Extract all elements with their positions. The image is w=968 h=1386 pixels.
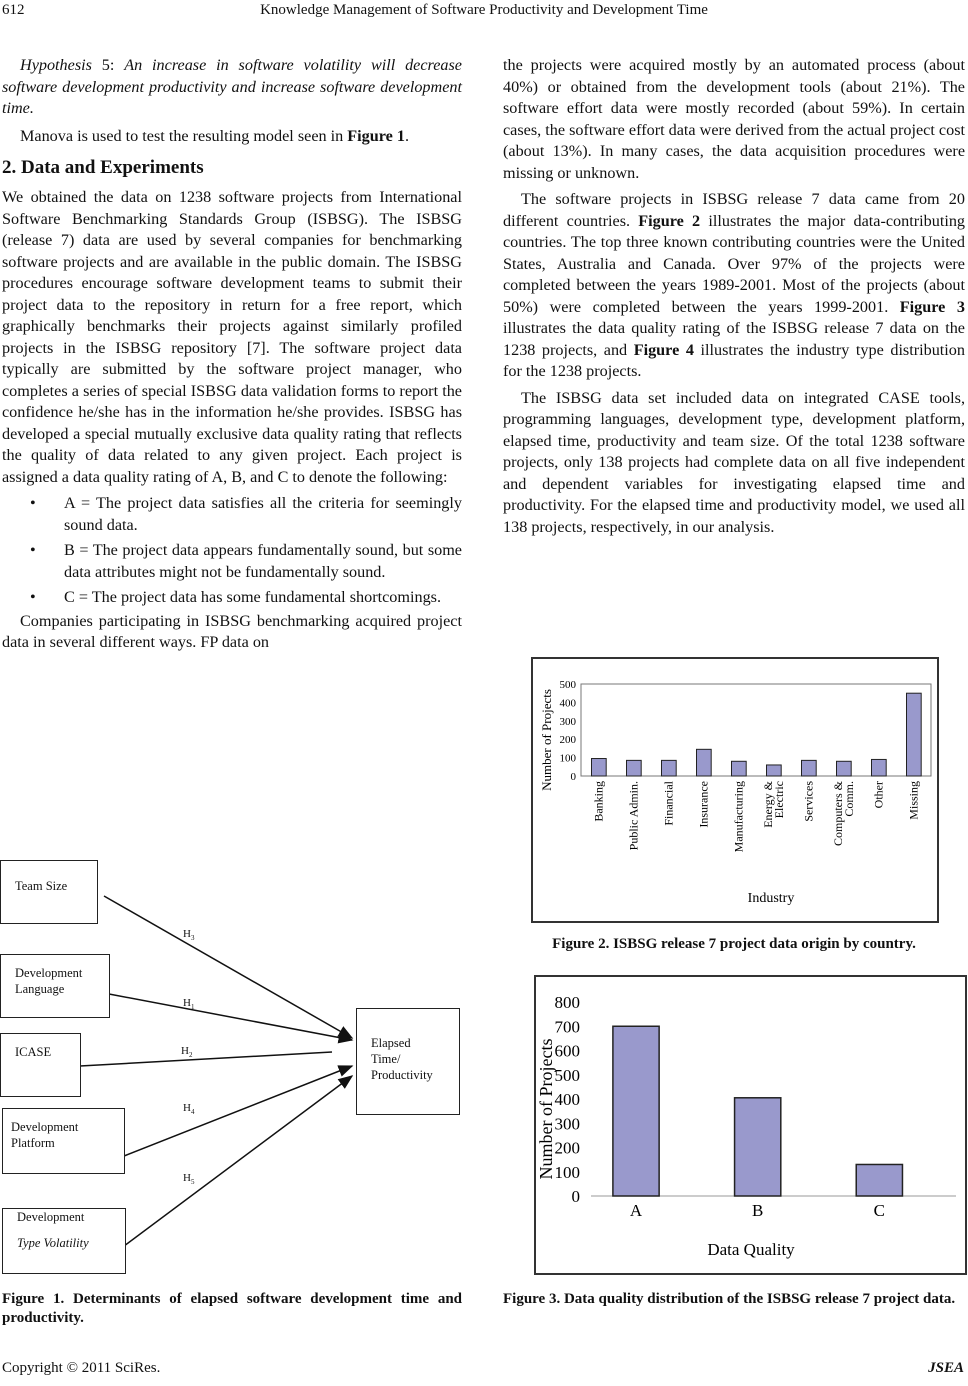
left-column	[2, 55, 462, 654]
arrow-volatility	[124, 1076, 352, 1246]
y-axis-label: Number of Projects	[536, 1038, 556, 1180]
x-tick-label: Manufacturing	[731, 781, 746, 853]
acquisition-paragraph: the projects were acquired mostly by an automated process (about 40%) or obtained from the development tools (about 21%). The software effort data were mostly recorded (about 59%). In certain cases, the software effort data were derived from the actual project cost (about 13%). In many cases, the data acquisition procedures were missing or unknown.	[503, 56, 965, 182]
team-size-label: Team Size	[15, 879, 68, 893]
x-tick-label: A	[629, 1201, 643, 1220]
bar-energy-electric	[767, 765, 782, 776]
y-tick-label: 400	[554, 1090, 580, 1109]
x-tick-label: Electric	[772, 781, 786, 819]
outcome-label-1: Elapsed	[371, 1036, 411, 1050]
dev-platform-box	[2, 1108, 125, 1174]
y-tick-label: 600	[554, 1041, 580, 1061]
hypothesis-number: 5:	[101, 56, 115, 74]
figure-2-frame	[531, 657, 939, 923]
list-item: • A = The project data satisfies all the criteria for seemingly sound data.	[2, 493, 462, 536]
quality-rating-list	[2, 493, 462, 609]
h-subscript: 4	[190, 1108, 195, 1117]
x-tick-label: Other	[871, 781, 886, 809]
copyright: Copyright © 2011 SciRes.	[2, 1360, 161, 1376]
bar-c	[856, 1164, 902, 1196]
figure-1-caption: Figure 1. Determinants of elapsed software development time and productivity.	[2, 1291, 462, 1326]
bar-financial	[662, 760, 677, 776]
bar-services	[802, 760, 817, 776]
figure-1-reference: Figure 1	[347, 126, 405, 145]
y-axis-label: Number of Projects	[539, 689, 554, 791]
team-size-box	[0, 860, 98, 924]
y-tick-label: 300	[554, 1114, 580, 1134]
countries-text-d: illustrates the industry type distribution for the 1238 projects.	[503, 340, 965, 380]
y-tick-label: 100	[559, 752, 576, 765]
hypothesis-h1-label	[183, 997, 194, 1011]
outcome-label-2: Time/	[371, 1052, 401, 1066]
y-tick-label: 200	[554, 1138, 580, 1158]
hypothesis-h3-label	[183, 928, 194, 942]
figure-3-caption: Figure 3. Data quality distribution of the ISBSG release 7 project data.	[503, 1291, 956, 1307]
dev-platform-label-2: Platform	[11, 1136, 55, 1150]
figure-3-reference: Figure 3	[899, 297, 965, 316]
arrow-dev-platform	[124, 1066, 352, 1156]
h-subscript: 1	[190, 1003, 195, 1012]
manova-period: .	[405, 126, 410, 145]
y-tick-label: 0	[570, 771, 576, 783]
right-column	[503, 55, 965, 538]
countries-text-c: illustrates the data quality rating of the ISBSG release 7 data on the 1238 projects, and	[503, 319, 965, 359]
bar-a	[613, 1026, 659, 1196]
data-paragraph: We obtained the data on 1238 software projects from International Software Benchmarking Standards Group (ISBSG). The ISBSG (release 7) data are used by several companies for benchmarking software projects and are available in the public domain. The ISBSG procedures encourage software development teams to submit their project data to the repository in return for a free report, which graphically benchmarks their projects against similarly profiled projects in the ISBSG repository [7]. The software project data typically are submitted by the software project manager, who completes a series of special ISBSG data validation forms to report the confidence he/she has in the information he/she provides. ISBSG has developed a special mutually exclusive data quality rating that reflects the quality of data related to any given project. Each project is assigned a data quality rating of A, B, and C to denote the following:	[2, 188, 462, 486]
y-tick-label: 800	[554, 993, 580, 1012]
h-letter: H	[181, 1045, 189, 1057]
bar-public-admin-	[627, 760, 642, 776]
y-tick-label: 300	[559, 715, 576, 728]
bar-banking	[592, 759, 607, 776]
dataset-paragraph: The ISBSG data set included data on integrated CASE tools, programming languages, development type, development platform, elapsed time, productivity and team size. Of the total 1238 software projects, only 138 projects had complete data on all five independent and dependent variables for investigating elapsed time and productivity. For the elapsed time and productivity model, we used all 138 projects, respectively, in our analysis.	[503, 388, 965, 536]
x-tick-label: Comm.	[842, 781, 856, 817]
bar-other	[872, 759, 887, 776]
volatility-label-1: Development	[17, 1210, 85, 1224]
figure-1-diagram	[0, 858, 470, 1278]
y-tick-label: 500	[554, 1065, 580, 1085]
countries-text-a: The software projects in ISBSG release 7 data came from 20 different countries.	[503, 190, 965, 230]
running-title: Knowledge Management of Software Productivity and Development Time	[260, 2, 708, 18]
list-item: • B = The project data appears fundamentally sound, but some data attributes might not be fundamentally sound.	[2, 540, 462, 583]
bar-manufacturing	[732, 761, 747, 776]
x-tick-label: C	[873, 1201, 886, 1220]
hypothesis-text: An increase in software volatility will decrease software development productivity and increase software development time.	[2, 56, 462, 117]
y-tick-label: 700	[554, 1017, 580, 1037]
h-subscript: 5	[190, 1178, 195, 1187]
companies-paragraph: Companies participating in ISBSG benchmarking acquired project data in several different ways. FP data on	[2, 611, 462, 651]
journal-name: JSEA	[928, 1360, 964, 1376]
countries-text-b: illustrates the major data-contributing countries. The top three known contributing countries were the United States, Australia and Canada. Over 97% of the projects were completed between the years 1989-2001. Most of the projects (about 50%) were completed between the years 1999-2001.	[503, 211, 966, 316]
x-tick-label: Energy &	[761, 781, 775, 828]
outcome-box	[356, 1008, 460, 1115]
volatility-label-2: Type Volatility	[17, 1236, 89, 1250]
section-heading: 2. Data and Experiments	[2, 157, 204, 178]
hypothesis-label: Hypothesis	[20, 56, 92, 74]
hypothesis-5	[2, 55, 462, 120]
figure-3-frame	[534, 975, 967, 1275]
x-tick-label: Insurance	[696, 781, 711, 828]
dev-language-box	[0, 954, 110, 1018]
x-axis-label: Industry	[747, 891, 795, 906]
h-subscript: 3	[190, 934, 195, 943]
h-letter: H	[183, 1102, 191, 1114]
volatility-box	[2, 1208, 126, 1274]
hypothesis-h5-label	[183, 1172, 194, 1186]
bar-insurance	[697, 749, 712, 776]
dev-platform-label-1: Development	[11, 1120, 79, 1134]
countries-paragraph	[503, 189, 965, 383]
h-letter: H	[183, 928, 191, 940]
hypothesis-h2-label	[181, 1045, 192, 1059]
bar-b	[735, 1098, 781, 1196]
data-quality-bar-chart	[536, 977, 965, 1273]
x-tick-label: Computers &	[831, 781, 845, 846]
manova-paragraph	[2, 126, 462, 148]
figure-2-caption: Figure 2. ISBSG release 7 project data origin by country.	[552, 936, 916, 952]
arrow-icase	[80, 1052, 332, 1066]
hypothesis-h4-label	[183, 1102, 194, 1116]
y-tick-label: 500	[559, 679, 576, 691]
y-tick-label: 200	[559, 734, 576, 747]
h-letter: H	[183, 997, 191, 1009]
figure-2-reference: Figure 2	[638, 211, 701, 230]
x-tick-label: B	[752, 1201, 764, 1220]
page-number: 612	[2, 2, 25, 18]
dev-language-label-1: Development	[15, 966, 83, 980]
bar-missing	[907, 693, 922, 776]
industry-bar-chart	[533, 659, 937, 921]
x-tick-label: Public Admin.	[626, 781, 641, 851]
outcome-label-3: Productivity	[371, 1068, 433, 1082]
dev-language-label-2: Language	[15, 982, 65, 996]
x-tick-label: Banking	[591, 781, 606, 822]
y-tick-label: 100	[554, 1162, 580, 1182]
manova-text: Manova is used to test the resulting model seen in	[20, 126, 348, 145]
icase-label: ICASE	[15, 1045, 52, 1059]
x-tick-label: Financial	[661, 781, 676, 826]
x-axis-label: Data Quality	[707, 1240, 795, 1259]
x-tick-label: Missing	[906, 781, 921, 820]
x-tick-label: Services	[801, 781, 816, 822]
icase-box	[0, 1033, 81, 1097]
h-letter: H	[183, 1172, 191, 1184]
bar-computers-comm-	[837, 761, 852, 776]
y-tick-label: 400	[559, 697, 576, 710]
figure-4-reference: Figure 4	[633, 340, 694, 359]
h-subscript: 2	[188, 1051, 193, 1060]
y-tick-label: 0	[571, 1187, 580, 1206]
list-item: • C = The project data has some fundamental shortcomings.	[2, 587, 462, 609]
